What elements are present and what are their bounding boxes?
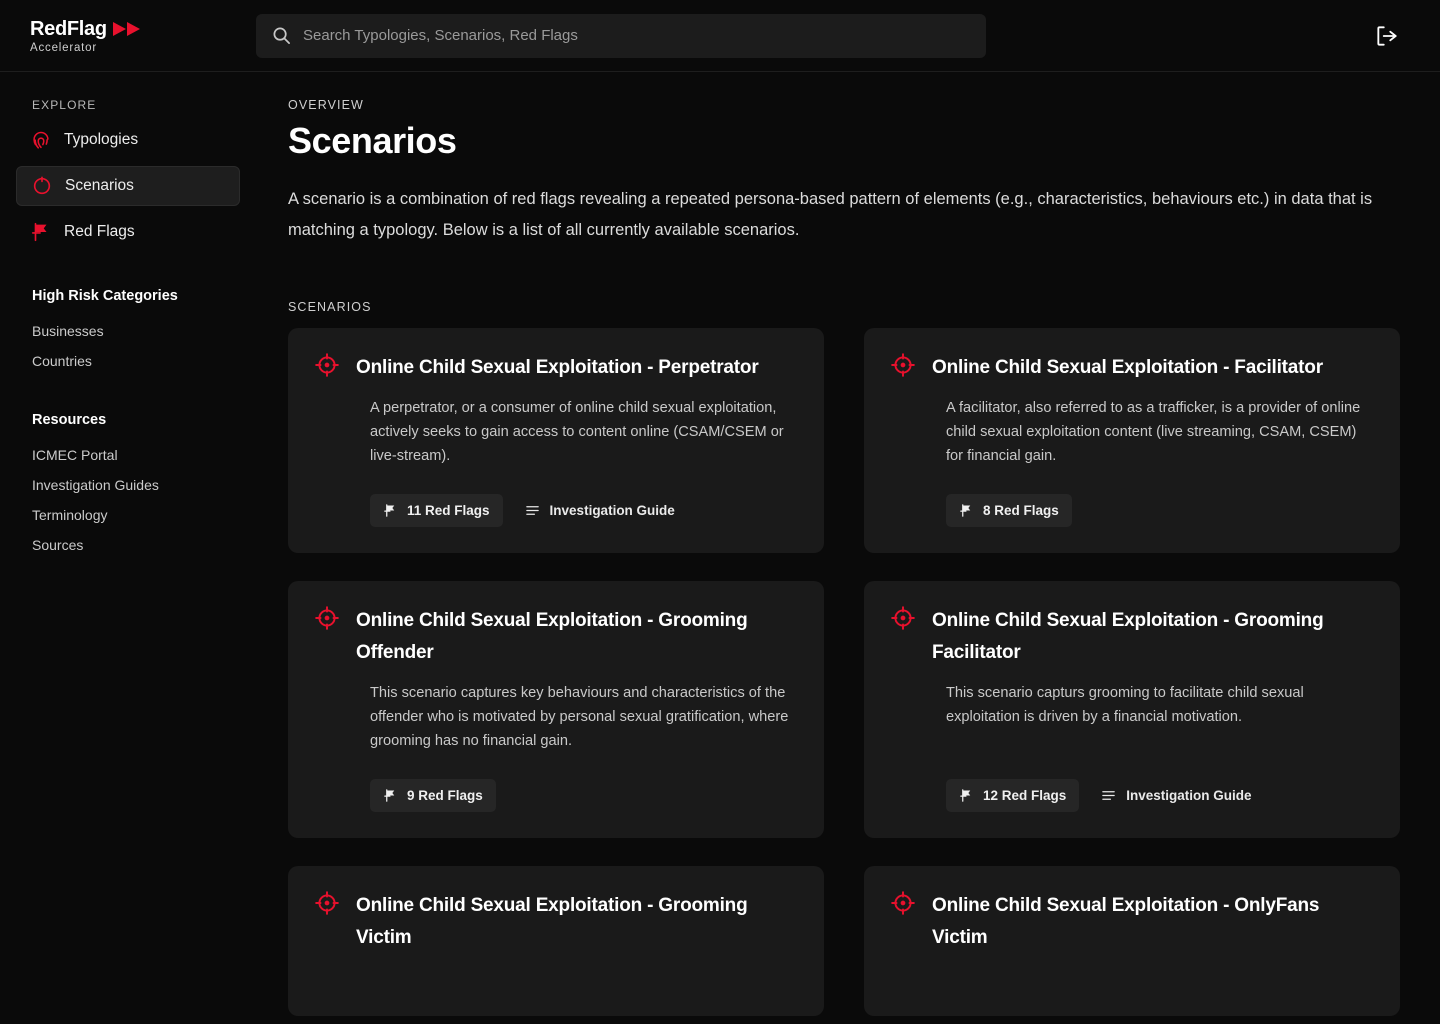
- target-icon: [314, 605, 340, 631]
- logout-button[interactable]: [1374, 23, 1400, 49]
- brand-logo[interactable]: [0, 18, 256, 54]
- flag-icon: [30, 221, 52, 243]
- target-icon: [890, 605, 916, 631]
- sidebar-group-title-resources: Resources: [32, 412, 107, 428]
- investigation-guide-link[interactable]: [1101, 788, 1251, 803]
- scenario-card[interactable]: [288, 581, 824, 838]
- card-footer: [946, 753, 1374, 812]
- sidebar-item-red-flags[interactable]: [16, 212, 240, 252]
- sidebar-link-sources[interactable]: Sources: [32, 537, 84, 553]
- page-description: A scenario is a combination of red flags revealing a repeated persona-based pattern of elements (e.g., characteristics, behaviours etc.) in data that is matching a typology. Below is a list of all currently available scenarios.: [288, 190, 1373, 239]
- sidebar-link-countries[interactable]: Countries: [32, 353, 92, 369]
- card-title: Online Child Sexual Exploitation - Grooming Offender: [356, 610, 748, 663]
- target-icon: [31, 175, 53, 197]
- card-header: [314, 605, 798, 669]
- sidebar-link-terminology[interactable]: Terminology: [32, 507, 108, 523]
- red-flags-count: 9 Red Flags: [407, 788, 483, 803]
- page-title: Scenarios: [288, 120, 457, 161]
- target-icon: [314, 352, 340, 378]
- card-header: [890, 890, 1374, 954]
- section-label-scenarios: SCENARIOS: [288, 300, 372, 314]
- card-title: Online Child Sexual Exploitation - Perpetrator: [356, 357, 759, 378]
- card-footer: [946, 468, 1374, 527]
- sidebar-link-businesses[interactable]: Businesses: [32, 323, 104, 339]
- search-box[interactable]: [256, 14, 986, 58]
- card-footer: [370, 468, 798, 527]
- red-flags-count: 8 Red Flags: [983, 503, 1059, 518]
- flag-icon: [959, 503, 974, 518]
- card-footer: [370, 753, 798, 812]
- body: [0, 72, 1440, 1024]
- sidebar-item-scenarios[interactable]: [16, 166, 240, 206]
- card-description: A facilitator, also referred to as a trafficker, is a provider of online child sexual exploitation content (live streaming, CSAM, CSEM) for financial gain.: [946, 400, 1361, 464]
- sidebar-item-label: Typologies: [64, 131, 139, 148]
- red-flags-count: 11 Red Flags: [407, 503, 490, 518]
- investigation-guide-link[interactable]: [525, 503, 675, 518]
- card-title: Online Child Sexual Exploitation - Facilitator: [932, 357, 1323, 378]
- card-description: This scenario captures key behaviours and characteristics of the offender who is motivated by personal sexual gratification, where grooming has no financial gain.: [370, 685, 789, 749]
- card-title: Online Child Sexual Exploitation - Grooming Victim: [356, 895, 748, 948]
- sidebar-item-label: Scenarios: [65, 177, 134, 194]
- card-description: This scenario capturs grooming to facilitate child sexual exploitation is driven by a financial motivation.: [946, 685, 1304, 725]
- search-input[interactable]: [303, 27, 970, 44]
- brand-arrows-icon: [113, 21, 143, 37]
- search-area: [256, 14, 986, 58]
- card-title: Online Child Sexual Exploitation - Grooming Facilitator: [932, 610, 1324, 663]
- sidebar-group-title-high-risk: High Risk Categories: [32, 288, 178, 304]
- fingerprint-icon: [30, 129, 52, 151]
- brand-name: RedFlag: [30, 17, 107, 40]
- sidebar-item-typologies[interactable]: [16, 120, 240, 160]
- brand-subtitle: Accelerator: [30, 41, 97, 54]
- scenario-card[interactable]: [864, 866, 1400, 1016]
- scenario-card[interactable]: [864, 328, 1400, 553]
- list-icon: [525, 503, 540, 518]
- red-flags-badge[interactable]: [946, 494, 1072, 527]
- scenario-card[interactable]: [288, 328, 824, 553]
- topbar-right: [1374, 23, 1440, 49]
- breadcrumb: OVERVIEW: [288, 98, 364, 112]
- sidebar: [0, 72, 256, 1024]
- sidebar-explore-label: EXPLORE: [32, 98, 97, 112]
- list-icon: [1101, 788, 1116, 803]
- top-bar: [0, 0, 1440, 72]
- search-icon: [272, 26, 291, 45]
- target-icon: [314, 890, 340, 916]
- card-header: [314, 890, 798, 954]
- sidebar-link-icmec-portal[interactable]: ICMEC Portal: [32, 447, 118, 463]
- brand-top: [30, 18, 256, 41]
- target-icon: [890, 890, 916, 916]
- scenario-card-grid: [288, 328, 1400, 1024]
- card-header: [890, 352, 1374, 384]
- flag-icon: [959, 788, 974, 803]
- card-title: Online Child Sexual Exploitation - OnlyFans Victim: [932, 895, 1320, 948]
- investigation-guide-label: Investigation Guide: [1126, 788, 1252, 803]
- card-header: [890, 605, 1374, 669]
- main-content: [256, 72, 1440, 1024]
- sidebar-link-investigation-guides[interactable]: Investigation Guides: [32, 477, 159, 493]
- investigation-guide-label: Investigation Guide: [549, 503, 675, 518]
- flag-icon: [383, 503, 398, 518]
- red-flags-badge[interactable]: [370, 494, 503, 527]
- card-header: [314, 352, 798, 384]
- logout-icon: [1374, 23, 1400, 49]
- scenario-card[interactable]: [864, 581, 1400, 838]
- scenario-card[interactable]: [288, 866, 824, 1016]
- sidebar-item-label: Red Flags: [64, 223, 135, 240]
- card-description: A perpetrator, or a consumer of online child sexual exploitation, actively seeks to gain access to content online (CSAM/CSEM or live-stream).: [370, 400, 784, 464]
- target-icon: [890, 352, 916, 378]
- red-flags-badge[interactable]: [946, 779, 1079, 812]
- flag-icon: [383, 788, 398, 803]
- red-flags-count: 12 Red Flags: [983, 788, 1067, 803]
- red-flags-badge[interactable]: [370, 779, 496, 812]
